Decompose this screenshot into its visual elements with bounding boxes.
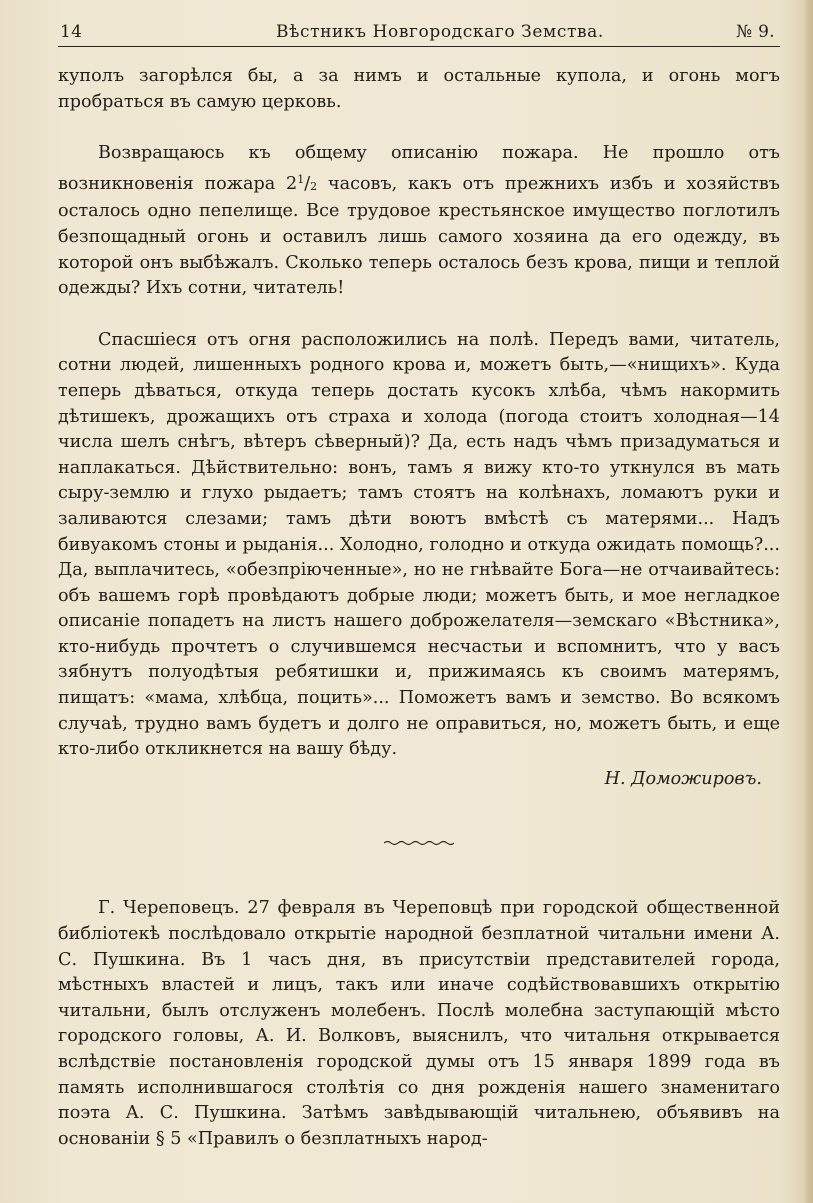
fraction-denominator: 2 xyxy=(310,179,318,193)
paragraph-fire-description: Возвращаюсь къ общему описанію пожара. Не прошло отъ возникновенія пожара $2^1/_2$ часовъ, какъ отъ прежнихъ избъ и хозяйствъ осталось одно пепелище. Все трудовое крестьянское имущество поглотилъ безпощадный огонь и оставилъ лишь самого хозяина да его одежду, въ которой онъ выбѣжалъ. Сколько теперь осталось безъ крова, пищи и теплой одежды? Ихъ сотни, читатель! xyxy=(58,143,780,299)
fraction-numerator: 1 xyxy=(297,172,305,186)
section-separator xyxy=(384,840,454,846)
author-signature: Н. Доможировъ. xyxy=(604,768,762,789)
page-edge xyxy=(805,0,813,1203)
paragraph-continuation: куполъ загорѣлся бы, а за нимъ и остальные купола, и огонь могъ пробраться въ самую церковь. xyxy=(58,66,780,112)
paragraph-survivors: Спасшіеся отъ огня расположились на полѣ. Передъ вами, читатель, сотни людей, лишенныхъ родного крова и, можетъ быть,—«нищихъ». Куда теперь дѣваться, откуда теперь достать кусокъ хлѣба, чѣмъ накормить дѣтишекъ, дрожащихъ отъ страха и холода (погода стоитъ холодная—14 числа шелъ снѣгъ, вѣтеръ сѣверный)? Да, есть надъ чѣмъ призадуматься и наплакаться. Дѣйствительно: вонъ, тамъ я вижу кто-то уткнулся въ мать сыру-землю и глухо рыдаетъ; тамъ стоятъ на колѣнахъ, ломаютъ руки и заливаются слезами; тамъ дѣти воютъ вмѣстѣ съ матерями... Надъ бивуакомъ стоны и рыданія... Холодно, голодно и откуда ожидать помощь?... Да, выплачитесь, «обезпріюченные», но не гнѣвайте Бога—не отчаивайтесь: объ вашемъ горѣ провѣдаютъ добрые люди; можетъ быть, и мое негладкое описаніе попадетъ на листъ нашего доброжелателя—земскаго «Вѣстника», кто-нибудь прочтетъ о случившемся несчастьи и вспомнитъ, что у васъ зябнутъ полуодѣтыя ребятишки и, прижимаясь къ своимъ матерямъ, пищатъ: «мама, хлѣбца, поцить»... Поможетъ вамъ и земство. Во всякомъ случаѣ, трудно вамъ будетъ и долго не оправиться, но, можетъ быть, и еще кто-либо откликнется на вашу бѣду. xyxy=(58,329,780,760)
paragraph-text-after-fraction: часовъ, какъ отъ прежнихъ избъ и хозяйствъ осталось одно пепелище. Все трудовое крестьянское имущество поглотилъ безпощадный огонь и оставилъ лишь самого хозяина да его одежду, въ которой онъ выбѣжалъ. Сколько теперь осталось безъ крова, пищи и теплой одежды? Ихъ сотни, читатель! xyxy=(58,173,780,299)
journal-title: Вѣстникъ Новгородскаго Земства. xyxy=(276,22,604,42)
paragraph-cherepovets-news: Г. Череповецъ. 27 февраля въ Череповцѣ при городской общественной библіотекѣ послѣдовало открытіе народной безплатной читальни имени А. С. Пушкина. Въ 1 часъ дня, въ присутствіи представителей города, мѣстныхъ властей и лицъ, такъ или иначе содѣйствовавшихъ открытію читальни, былъ отслуженъ молебенъ. Послѣ молебна заступающій мѣсто городского головы, А. И. Волковъ, выяснилъ, что читальня открывается вслѣдствіе постановленія городской думы отъ 15 января 1899 года въ память исполнившагося столѣтія со дня рожденія нашего знаменитаго поэта А. С. Пушкина. Затѣмъ завѣдывающій читальнею, объявивъ на основаніи § 5 «Правилъ о безплатныхъ народ- xyxy=(58,898,780,1149)
paragraph-text-before-fraction: Возвращаюсь къ общему описанію пожара. Не прошло отъ возникновенія пожара 2 xyxy=(58,143,780,194)
issue-number: № 9. xyxy=(736,22,775,42)
running-head xyxy=(58,18,779,46)
header-rule xyxy=(58,46,780,47)
page-number: 14 xyxy=(60,22,83,42)
article-body xyxy=(58,64,780,1152)
